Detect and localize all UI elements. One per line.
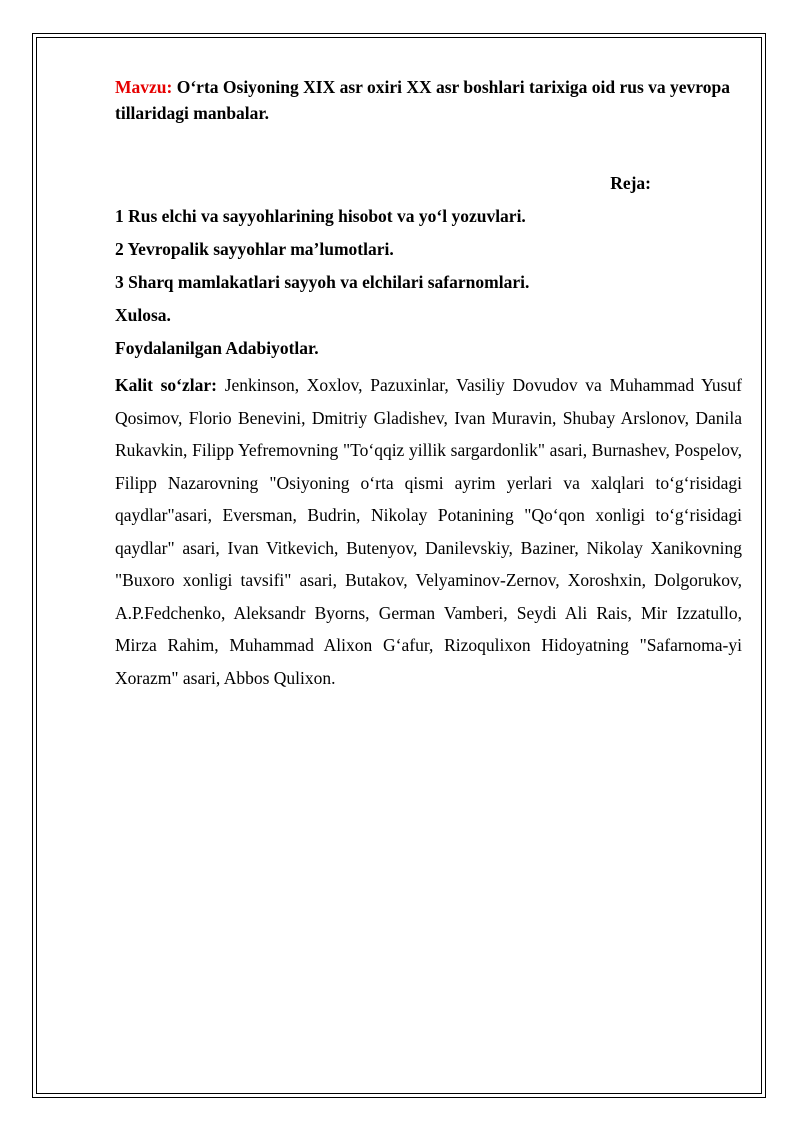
document-body <box>115 74 742 688</box>
plan-item: 2 Yevropalik sayyohlar ma’lumotlari. <box>115 239 394 259</box>
keywords-paragraph <box>115 369 742 694</box>
plan-item: Foydalanilgan Adabiyotlar. <box>115 338 319 358</box>
keywords-text: Jenkinson, Xoxlov, Pazuxinlar, Vasiliy Dovudov va Muhammad Yusuf Qosimov, Florio Benevini, Dmitriy Gladishev, Ivan Muravin, Shubay Arslonov, Danila Rukavkin, Filipp Yefremovning "To‘qqiz yillik sargardonlik" asari, Burnashev, Pospelov, Filipp Nazarovning "Osiyoning o‘rta qismi ayrim yerlari va xalqlari to‘g‘risidagi qaydlar"asari, Eversman, Budrin, Nikolay Potanining "Qo‘qon xonligi to‘g‘risidagi qaydlar" asari, Ivan Vitkevich, Butenyov, Danilevskiy, Baziner, Nikolay Xanikovning "Buxoro xonligi tavsifi" asari, Butakov, Velyaminov-Zernov, Xoroshxin, Dolgorukov, A.P.Fedchenko, Aleksandr Byorns, German Vamberi, Seydi Ali Rais, Mir Izzatullo, Mirza Rahim, Muhammad Alixon G‘afur, Rizoqulixon Hidoyatning "Safarnoma-yi Xorazm" asari, Abbos Qulixon. <box>115 375 742 688</box>
plan-list <box>115 203 742 368</box>
plan-item: 1 Rus elchi va sayyohlarining hisobot va yo‘l yozuvlari. <box>115 206 526 226</box>
plan-title: Reja: <box>610 173 651 193</box>
topic-text: O‘rta Osiyoning XIX asr oxiri XX asr boshlari tarixiga oid rus va yevropa tillaridagi manbalar. <box>115 77 730 123</box>
topic-label: Mavzu: <box>115 77 173 97</box>
plan-item: 3 Sharq mamlakatlari sayyoh va elchilari safarnomlari. <box>115 272 530 292</box>
plan-item: Xulosa. <box>115 305 171 325</box>
topic-heading <box>115 74 742 126</box>
keywords-label: Kalit so‘zlar: <box>115 375 217 395</box>
